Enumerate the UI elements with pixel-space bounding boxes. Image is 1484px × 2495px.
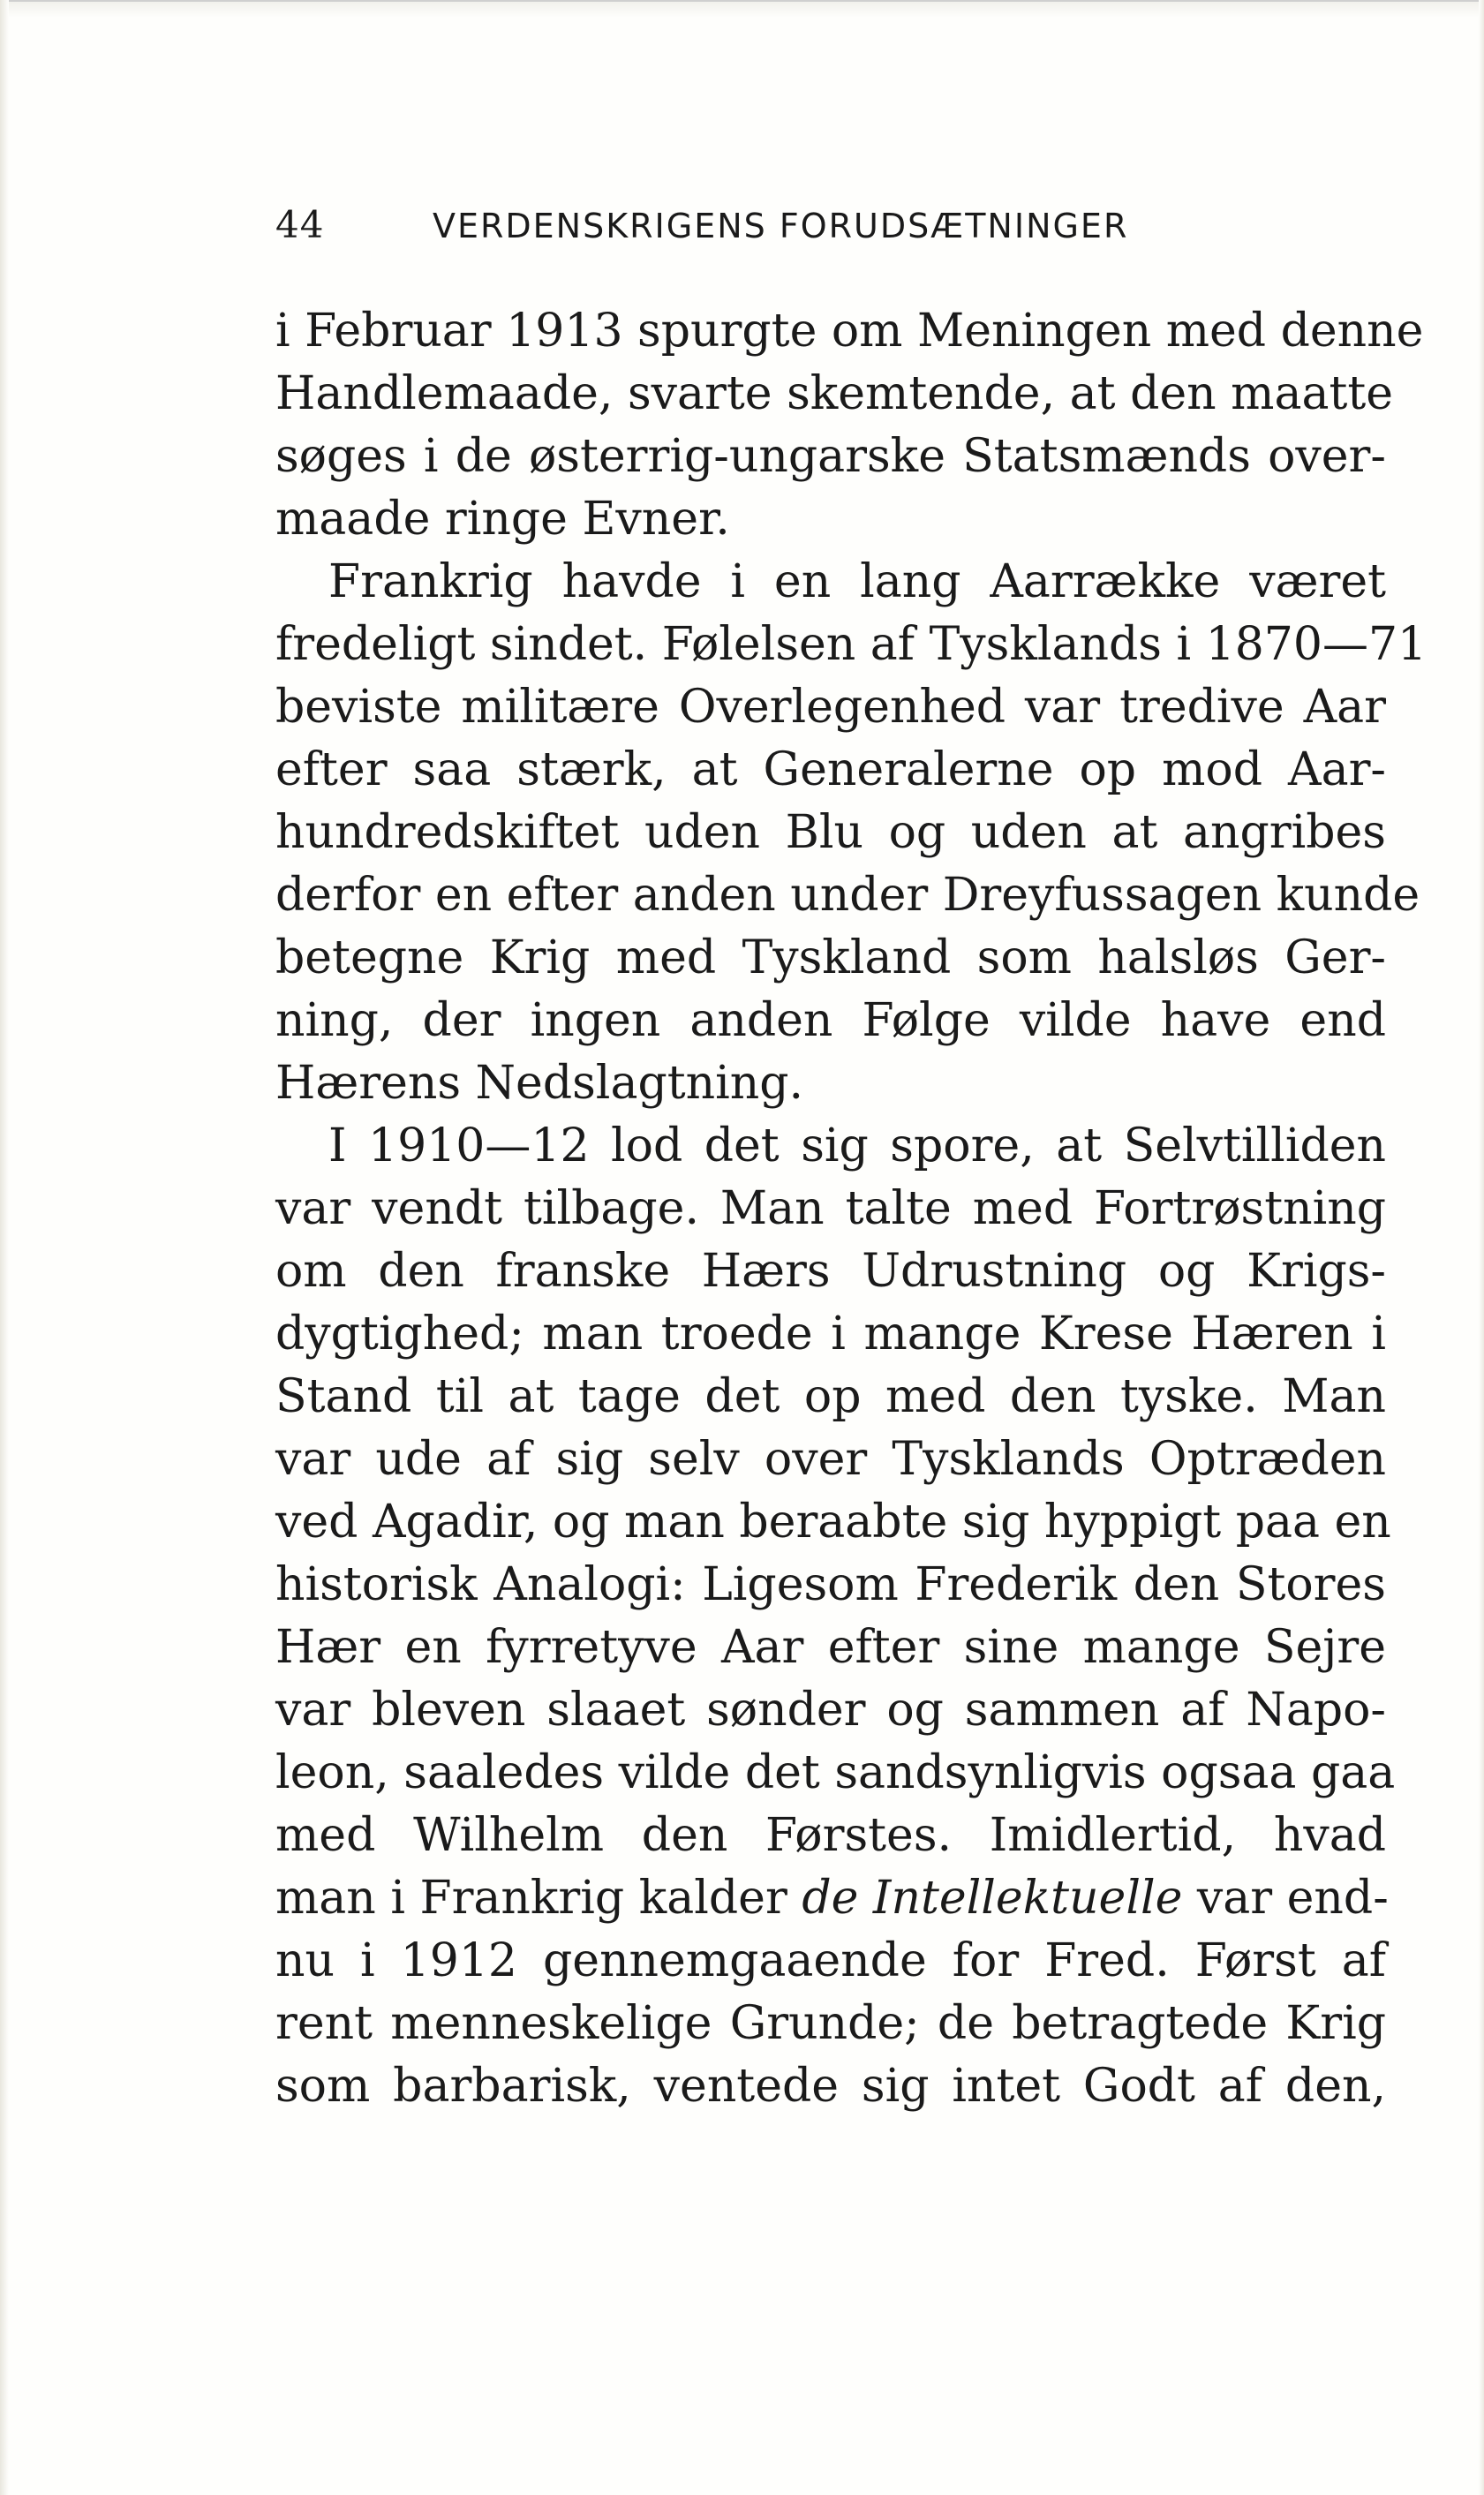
text-line: Handlemaade, svarte skemtende, at den maatte bbox=[275, 367, 1394, 420]
text-line: derfor en efter anden under Dreyfussagen kunde bbox=[275, 869, 1420, 922]
text-line: maade ringe Evner. bbox=[275, 493, 730, 546]
text-line: rent menneskelige Grunde; de betragtede Krig bbox=[275, 1997, 1386, 2050]
text-line: beviste militære Overlegenhed var tredive Aar bbox=[275, 681, 1386, 734]
text-line: som barbarisk, ventede sig intet Godt af den, bbox=[275, 2060, 1386, 2113]
text-line: nu i 1912 gennemgaaende for Fred. Først af bbox=[275, 1934, 1386, 1987]
text-line: om den franske Hærs Udrustning og Krigs- bbox=[275, 1245, 1386, 1298]
text-line: efter saa stærk, at Generalerne op mod Aar- bbox=[275, 743, 1386, 796]
running-head-title: VERDENSKRIGENS FORUDSÆTNINGER bbox=[433, 207, 1129, 245]
text-line: med Wilhelm den Førstes. Imidlertid, hvad bbox=[275, 1809, 1386, 1862]
text-line-with-italic bbox=[275, 1867, 1389, 1930]
text-line: i Februar 1913 spurgte om Meningen med denne bbox=[275, 305, 1424, 358]
text-line: var ude af sig selv over Tysklands Optræden bbox=[275, 1433, 1386, 1486]
page-left-edge bbox=[0, 0, 9, 2495]
running-head bbox=[275, 203, 1255, 256]
body-text bbox=[275, 300, 1428, 2118]
text-line: ved Agadir, og man beraabte sig hyppigt paa en bbox=[275, 1496, 1391, 1549]
text-line: hundredskiftet uden Blu og uden at angribes bbox=[275, 806, 1386, 859]
text-line: leon, saaledes vilde det sandsynligvis ogsaa gaa bbox=[275, 1746, 1396, 1799]
text-line: Hærens Nedslagtning. bbox=[275, 1057, 804, 1110]
text-line: betegne Krig med Tyskland som halsløs Ger- bbox=[275, 931, 1386, 984]
text-line: ning, der ingen anden Følge vilde have end bbox=[275, 994, 1386, 1047]
text-line: var bleven slaaet sønder og sammen af Napo- bbox=[275, 1684, 1386, 1737]
page-top-edge bbox=[0, 0, 1484, 18]
text-line: Stand til at tage det op med den tyske. Man bbox=[275, 1370, 1386, 1423]
italic-phrase: de Intellektuelle bbox=[802, 1872, 1183, 1925]
text-line: fredeligt sindet. Følelsen af Tysklands i 1870—71 bbox=[275, 618, 1428, 671]
text-line: søges i de østerrig-ungarske Statsmænds over- bbox=[275, 430, 1386, 483]
text-line: dygtighed; man troede i mange Krese Hæren i bbox=[275, 1308, 1386, 1361]
text-line: var vendt tilbage. Man talte med Fortrøstning bbox=[275, 1182, 1386, 1235]
text-line: Frankrig havde i en lang Aarrække været bbox=[328, 555, 1386, 608]
text-segment: var end- bbox=[1182, 1872, 1389, 1925]
text-line: I 1910—12 lod det sig spore, at Selvtilliden bbox=[328, 1119, 1386, 1172]
text-segment: man i Frankrig kalder bbox=[275, 1872, 802, 1925]
text-line: Hær en fyrretyve Aar efter sine mange Sejre bbox=[275, 1621, 1386, 1674]
page-right-edge bbox=[1479, 0, 1484, 2495]
text-line: historisk Analogi: Ligesom Frederik den Stores bbox=[275, 1558, 1386, 1611]
page-number: 44 bbox=[275, 203, 325, 246]
